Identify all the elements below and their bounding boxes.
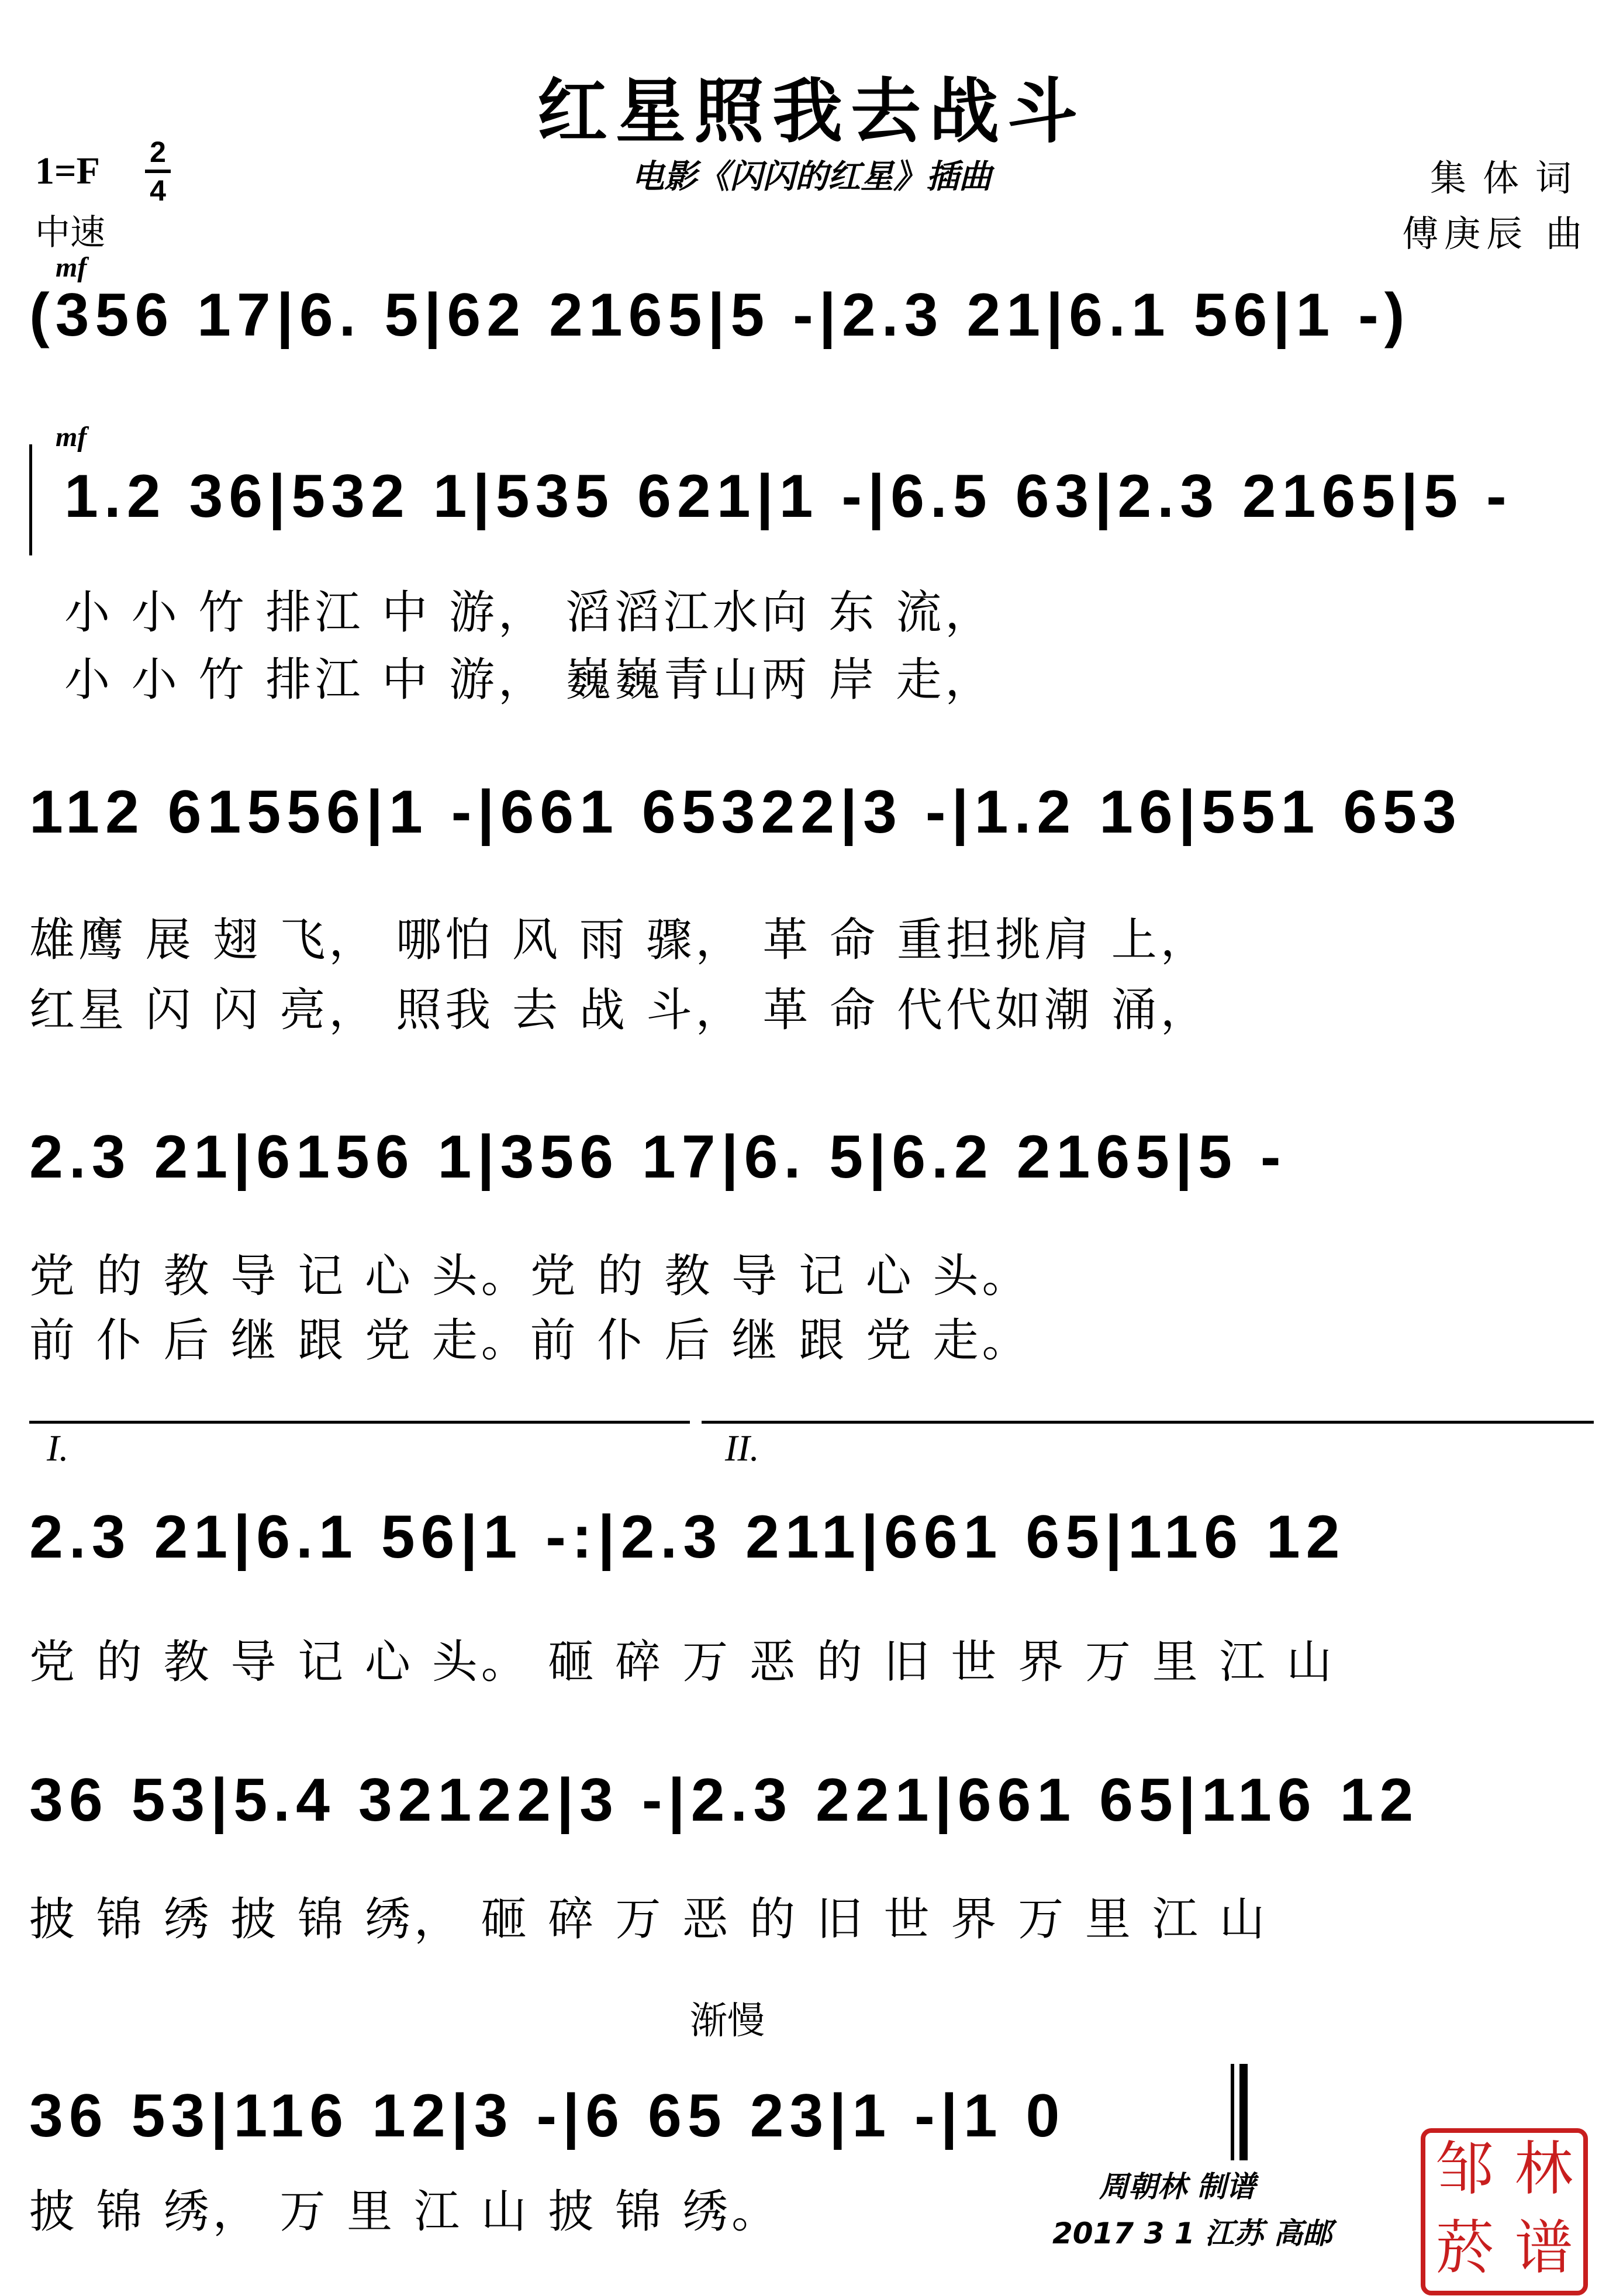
score-line-1-notes: (356 17|6. 5|62 2165|5 -|2.3 21|6.1 56|1 -) [29, 281, 1411, 349]
score-line-4-notes: 2.3 21|6156 1|356 17|6. 5|6.2 2165|5 - [29, 1123, 1287, 1191]
seal-char-3: 菸 [1435, 2214, 1494, 2282]
volta-2-bracket [702, 1421, 1594, 1424]
final-barline-thin [1231, 2064, 1234, 2160]
final-barline-thick [1239, 2064, 1248, 2160]
subtitle: 电影《闪闪的红星》插曲 [631, 158, 992, 196]
lyrics-line-4-verse2: 前 仆 后 继 跟 党 走。前 仆 后 继 跟 党 走。 [29, 1314, 1031, 1367]
tempo-marking: 中速 [35, 212, 105, 253]
volta-2-label: II. [725, 1427, 759, 1469]
seal-char-4: 谱 [1514, 2214, 1573, 2282]
meter-top: 2 [150, 136, 166, 168]
date-place: 2017 3 1 江苏 高邮 [1052, 2216, 1332, 2250]
score-line-2-notes: 1.2 36|532 1|535 621|1 -|6.5 63|2.3 2165|5 - [64, 462, 1513, 530]
score-line-7-notes: 36 53|116 12|3 -|6 65 23|1 -|1 0 [29, 2082, 1066, 2150]
song-title: 红星照我去战斗 [537, 70, 1086, 153]
score-line-3-notes: 112 61556|1 -|661 65322|3 -|1.2 16|551 653 [29, 778, 1462, 846]
composer-credit: 傅庚辰 曲 [1402, 212, 1588, 255]
arranger-credit: 周朝林 制谱 [1099, 2170, 1256, 2204]
lyrics-line-6: 披 锦 绣 披 锦 绣， 砸 碎 万 恶 的 旧 世 界 万 里 江 山 [29, 1893, 1269, 1946]
volta-1-bracket [29, 1421, 690, 1424]
lyrics-line-2-verse1: 小 小 竹 排江 中 游， 滔滔江水向 东 流， [64, 586, 994, 639]
lyrics-line-7: 披 锦 绣， 万 里 江 山 披 锦 绣。 [29, 2185, 781, 2238]
meter-bottom: 4 [150, 174, 166, 207]
lyricist-credit: 集体词 [1429, 157, 1588, 199]
repeat-start-barline [29, 444, 32, 555]
score-line-6-notes: 36 53|5.4 32122|3 -|2.3 221|661 65|116 12 [29, 1766, 1420, 1834]
dynamic-mark-1: mf [56, 252, 87, 283]
seal-char-2: 林 [1514, 2135, 1573, 2203]
lyrics-line-4-verse1: 党 的 教 导 记 心 头。党 的 教 导 记 心 头。 [29, 1250, 1031, 1303]
key-signature: 1=F [35, 150, 100, 192]
volta-1-label: I. [47, 1427, 69, 1469]
seal-char-1: 邹 [1435, 2135, 1494, 2203]
red-seal-stamp [1421, 2128, 1588, 2295]
lyrics-line-2-verse2: 小 小 竹 排江 中 游， 巍巍青山两 岸 走， [64, 654, 994, 706]
score-line-5-notes: 2.3 21|6.1 56|1 -:|2.3 211|661 65|116 12 [29, 1503, 1346, 1571]
lyrics-line-5: 党 的 教 导 记 心 头。 砸 碎 万 恶 的 旧 世 界 万 里 江 山 [29, 1636, 1336, 1689]
lyrics-line-3-verse1: 雄鹰 展 翅 飞， 哪怕 风 雨 骤， 革 命 重担挑肩 上， [29, 914, 1210, 966]
dynamic-mark-2: mf [56, 422, 87, 453]
ritardando-mark: 渐慢 [690, 2000, 765, 2043]
lyrics-line-3-verse2: 红星 闪 闪 亮， 照我 去 战 斗， 革 命 代代如潮 涌， [29, 984, 1210, 1037]
